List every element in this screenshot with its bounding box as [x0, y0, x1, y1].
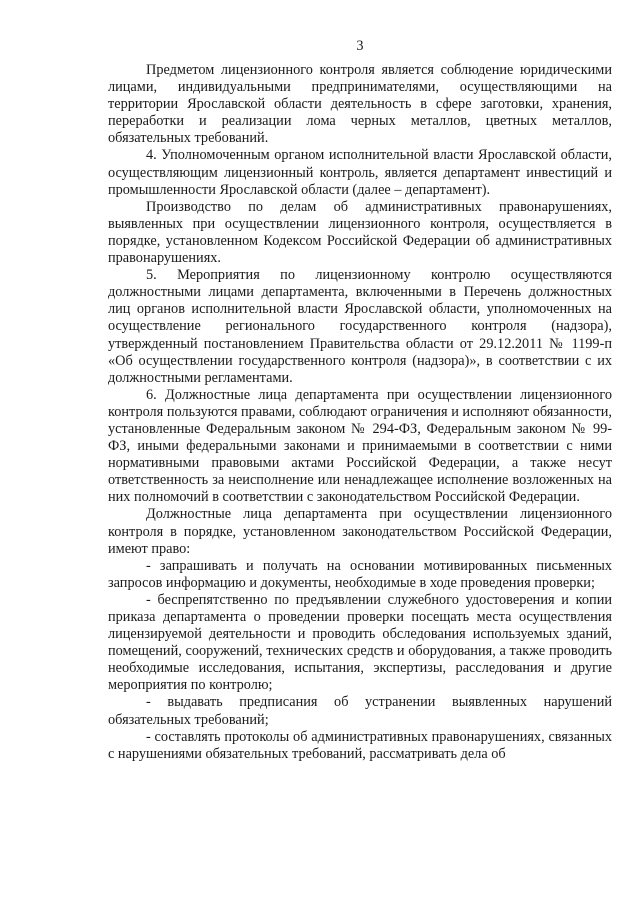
list-item-draw-up-protocols: - составлять протоколы об административных правонарушениях, связанных с нарушениями обязательных требований, рассматривать дела об	[108, 728, 612, 762]
list-item-visit-premises: - беспрепятственно по предъявлении служебного удостоверения и копии приказа департамента о проведении проверки посещать места осуществления лицензируемой деятельности и проводить обследования используемых зданий, помещений, сооружений, технических средств и оборудования, а также проводить необходимые исследования, испытания, экспертизы, расследования и другие мероприятия по контролю;	[108, 591, 612, 694]
list-item-request-information: - запрашивать и получать на основании мотивированных письменных запросов информацию и документы, необходимые в ходе проведения проверки;	[108, 557, 612, 591]
paragraph-administrative-proceedings: Производство по делам об административных правонарушениях, выявленных при осуществлении лицензионного контроля, осуществляется в порядке, установленном Кодексом Российской Федерации об административных правонарушениях.	[108, 198, 612, 267]
paragraph-subject: Предметом лицензионного контроля является соблюдение юридическими лицами, индивидуальными предпринимателями, осуществляющими на территории Ярославской области деятельность в сфере заготовки, хранения, переработки и реализации лома черных металлов, цветных металлов, обязательных требований.	[108, 62, 612, 147]
paragraph-6-officials-rights: 6. Должностные лица департамента при осуществлении лицензионного контроля пользуются правами, соблюдают ограничения и исполняют обязанности, установленные Федеральным законом № 294-ФЗ, Федеральным законом № 99-ФЗ, иными федеральными законами и принимаемыми в соответствии с ними нормативными правовыми актами Российской Федерации, а также несут ответственность за неисполнение или ненадлежащее исполнение возложенных на них полномочий в соответствии с законодательством Российской Федерации.	[108, 386, 612, 506]
paragraph-5-control-measures: 5. Мероприятия по лицензионному контролю осуществляются должностными лицами департамента, включенными в Перечень должностных лиц органов исполнительной власти Ярославской области, уполномоченных на осуществление регионального государственного контроля (надзора), утвержденный постановлением Правительства области от 29.12.2011 № 1199-п «Об осуществлении государственного контроля (надзора)», в соответствии с их должностными регламентами.	[108, 267, 612, 386]
list-item-issue-orders: - выдавать предписания об устранении выявленных нарушений обязательных требований;	[108, 694, 612, 728]
document-page	[108, 38, 612, 763]
paragraph-officials-entitled: Должностные лица департамента при осуществлении лицензионного контроля в порядке, установленном законодательством Российской Федерации, имеют право:	[108, 506, 612, 557]
page-number: 3	[356, 38, 364, 54]
paragraph-4-authorized-body: 4. Уполномоченным органом исполнительной власти Ярославской области, осуществляющим лицензионный контроль, является департамент инвестиций и промышленности Ярославской области (далее – департамент).	[108, 147, 612, 198]
